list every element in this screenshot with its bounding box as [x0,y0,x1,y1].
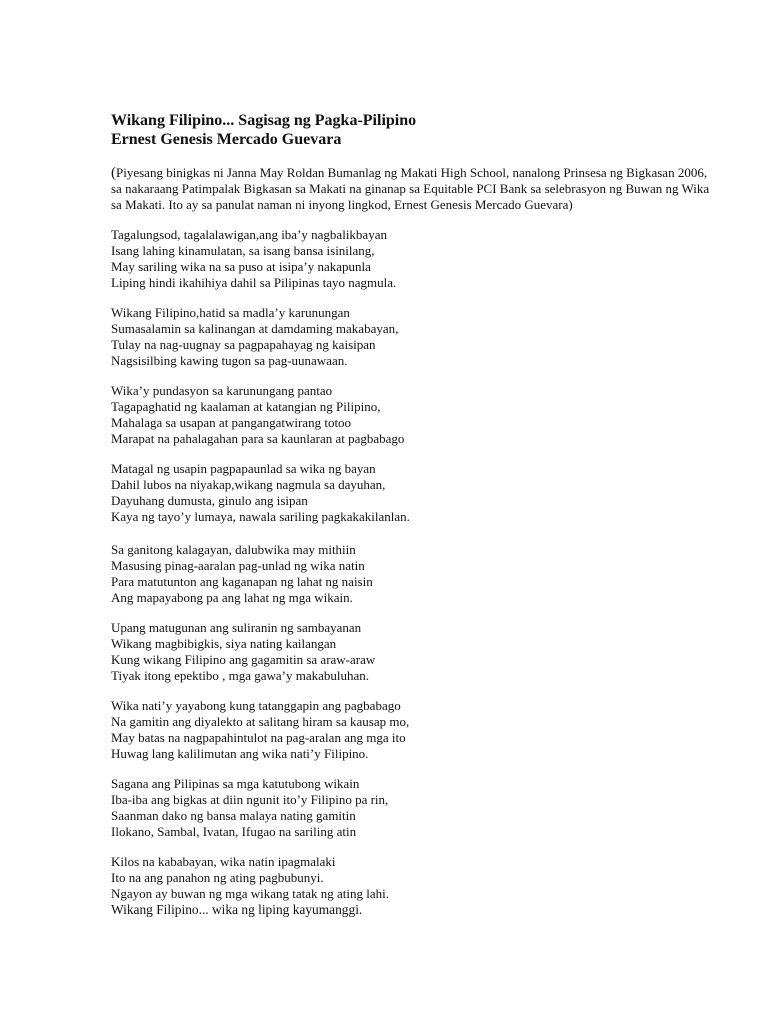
poem-line: Para matutunton ang kaganapan ng lahat ng naisin [111,574,373,589]
poem-line: Mahalaga sa usapan at pangangatwirang totoo [111,415,352,430]
intro-paragraph [111,165,711,213]
poem-line: Wika nati’y yayabong kung tatanggapin ang pagbabago [111,698,401,713]
poem-line: Ngayon ay buwan ng mga wikang tatak ng ating lahi. [111,886,389,901]
poem-line: Wika’y pundasyon sa karunungang pantao [111,383,333,398]
stanza-8 [111,776,731,840]
intro-open-paren: ( [111,165,116,181]
poem-line: Wikang Filipino... wika ng liping kayumanggi. [111,902,363,917]
poem-line: Ilokano, Sambal, Ivatan, Ifugao na sariling atin [111,824,357,839]
stanza-6 [111,620,731,684]
poem-line: Dayuhang dumusta, ginulo ang isipan [111,493,308,508]
poem-line: Liping hindi ikahihiya dahil sa Pilipinas tayo nagmula. [111,275,397,290]
poem-line: Kaya ng tayo’y lumaya, nawala sariling pagkakakilanlan. [111,509,410,524]
poem-line: Tagalungsod, tagalalawigan,ang iba’y nagbalikbayan [111,227,387,242]
stanza-2 [111,305,731,369]
poem-line: Kilos na kababayan, wika natin ipagmalaki [111,854,336,869]
poem-line: Sumasalamin sa kalinangan at damdaming makabayan, [111,321,399,336]
poem-line: Ang mapayabong pa ang lahat ng mga wikain. [111,590,353,605]
stanza-9 [111,854,731,918]
poem-line: Masusing pinag-aaralan pag-unlad ng wika natin [111,558,365,573]
poem-line: Matagal ng usapin pagpapaunlad sa wika ng bayan [111,461,376,476]
poem-line: May batas na nagpapahintulot na pag-aralan ang mga ito [111,730,406,745]
poem-line: Sagana ang Pilipinas sa mga katutubong wikain [111,776,360,791]
poem-line: Na gamitin ang diyalekto at salitang hiram sa kausap mo, [111,714,410,729]
poem-line: Wikang Filipino,hatid sa madla’y karunungan [111,305,350,320]
poem-line: Tiyak itong epektibo , mga gawa’y makabuluhan. [111,668,370,683]
stanza-4 [111,461,731,525]
stanza-1 [111,227,731,291]
poem-line: Kung wikang Filipino ang gagamitin sa araw-araw [111,652,376,667]
poem-line: Wikang magbibigkis, siya nating kailangan [111,636,337,651]
document-title: Wikang Filipino... Sagisag ng Pagka-Pilipino [111,112,417,129]
poem-line: Marapat na pahalagahan para sa kaunlaran at pagbabago [111,431,405,446]
stanza-5 [111,542,731,606]
poem-line: Tagapaghatid ng kaalaman at katangian ng Pilipino, [111,399,381,414]
poem-line: Dahil lubos na niyakap,wikang nagmula sa dayuhan, [111,477,386,492]
document-body [111,111,731,918]
poem-line: Isang lahing kinamulatan, sa isang bansa isinilang, [111,243,375,258]
document-author: Ernest Genesis Mercado Guevara [111,131,342,148]
poem-line: Iba-iba ang bigkas at diin ngunit ito’y Filipino pa rin, [111,792,389,807]
poem-line: Tulay na nag-uugnay sa pagpapahayag ng kaisipan [111,337,376,352]
poem-line: May sariling wika na sa puso at isipa’y nakapunla [111,259,371,274]
stanza-3 [111,383,731,447]
poem-line: Nagsisilbing kawing tugon sa pag-uunawaan. [111,353,348,368]
poem-line: Sa ganitong kalagayan, dalubwika may mithiin [111,542,356,557]
poem-line: Upang matugunan ang suliranin ng sambayanan [111,620,362,635]
poem-line: Saanman dako ng bansa malaya nating gamitin [111,808,356,823]
poem-line: Ito na ang panahon ng ating pagbubunyi. [111,870,324,885]
poem-line: Huwag lang kalilimutan ang wika nati’y Filipino. [111,746,369,761]
stanza-7 [111,698,731,762]
intro-text: Piyesang binigkas ni Janna May Roldan Bumanlag ng Makati High School, nanalong Prinsesa ng Bigkasan 2006, sa nakaraang Patimpalak Bigkasan sa Makati na ginanap sa Equitable PCI Bank sa selebrasyon ng Buwan ng Wika sa Makati. Ito ay sa panulat naman ni inyong lingkod, Ernest Genesis Mercado Guevara) [111,165,710,212]
